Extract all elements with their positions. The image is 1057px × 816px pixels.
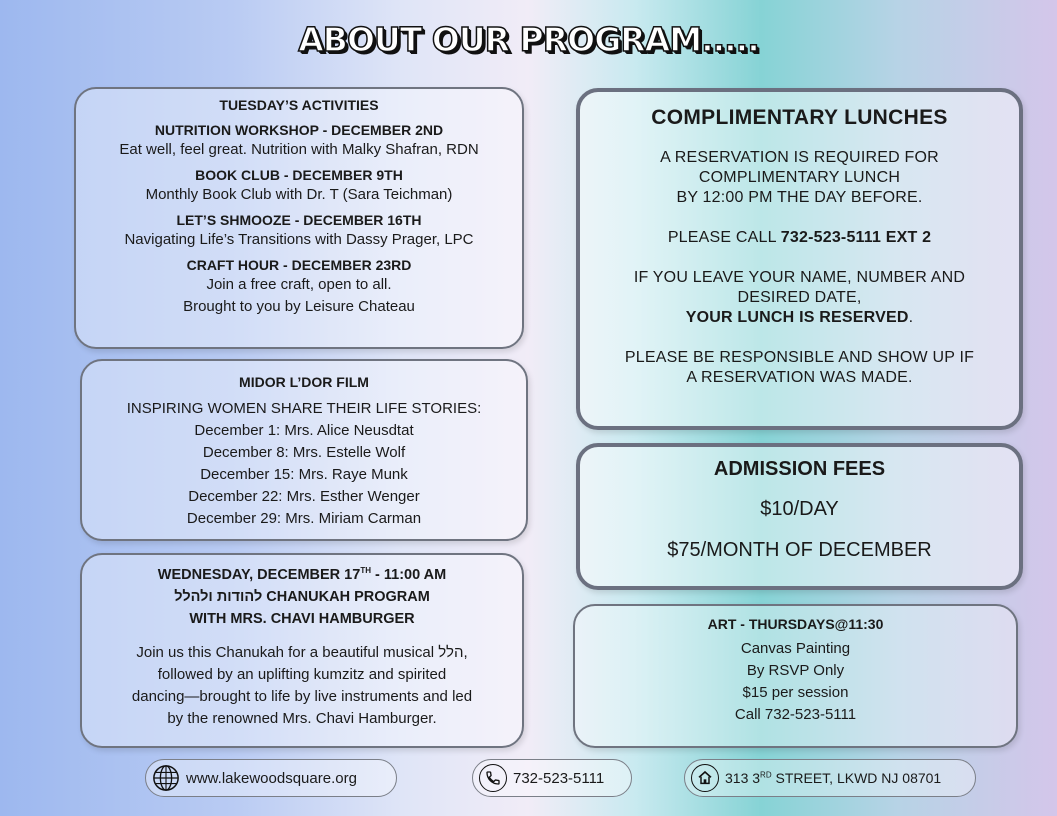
chanukah-with: WITH MRS. CHAVI HAMBURGER: [189, 611, 415, 627]
lunch-text: PLEASE BE RESPONSIBLE AND SHOW UP IF: [624, 349, 975, 366]
activity-title: LET’S SHMOOZE - DECEMBER 16TH: [176, 212, 422, 228]
activity-item: [76, 211, 522, 251]
film-card: [80, 359, 528, 541]
address-text: 313 3RD STREET, LKWD NJ 08701: [725, 770, 942, 786]
admission-card: [576, 443, 1023, 590]
activity-desc: Join a free craft, open to all.: [206, 276, 392, 293]
phone-icon: [479, 764, 507, 792]
admission-heading: ADMISSION FEES: [713, 458, 886, 480]
film-intro: INSPIRING WOMEN SHARE THEIR LIFE STORIES:: [126, 400, 482, 417]
lunch-card: [576, 88, 1023, 430]
lunch-text: IF YOU LEAVE YOUR NAME, NUMBER AND: [633, 269, 966, 286]
art-heading: ART - THURSDAYS@11:30: [707, 616, 884, 632]
lunch-call: PLEASE CALL 732-523-5111 EXT 2: [667, 229, 932, 246]
film-date: December 22: Mrs. Esther Wenger: [188, 488, 420, 505]
lunch-text: DESIRED DATE,: [737, 289, 862, 306]
activity-item: [76, 166, 522, 206]
tuesday-heading: TUESDAY’S ACTIVITIES: [219, 97, 379, 113]
art-line: $15 per session: [742, 684, 849, 701]
website-text: www.lakewoodsquare.org: [186, 769, 357, 787]
home-icon: [691, 764, 719, 792]
activity-desc: Navigating Life’s Transitions with Dassy Prager, LPC: [124, 231, 474, 248]
lunch-text: BY 12:00 PM THE DAY BEFORE.: [676, 189, 923, 206]
activity-desc: Brought to you by Leisure Chateau: [183, 298, 415, 315]
lunch-heading: COMPLIMENTARY LUNCHES: [651, 106, 948, 129]
activity-desc: Eat well, feel great. Nutrition with Malky Shafran, RDN: [119, 141, 479, 158]
chanukah-body: Join us this Chanukah for a beautiful musical הלל, followed by an uplifting kumzitz and spirited dancing—brought to life by live instruments and led by the renowned Mrs. Chavi Hamburger.: [131, 644, 473, 727]
fee-daily: $10/DAY: [760, 498, 839, 520]
film-date: December 8: Mrs. Estelle Wolf: [202, 444, 406, 461]
chanukah-card: [80, 553, 524, 748]
phone-text: 732-523-5111: [513, 769, 605, 787]
website-link[interactable]: [145, 759, 397, 797]
chanukah-title: להודות ולהלל CHANUKAH PROGRAM: [174, 589, 430, 605]
lunch-text: COMPLIMENTARY LUNCH: [698, 169, 901, 186]
film-heading: MIDOR L’DOR FILM: [239, 374, 369, 390]
activity-desc: Monthly Book Club with Dr. T (Sara Teichman): [145, 186, 453, 203]
art-line: By RSVP Only: [746, 662, 845, 679]
lunch-text: A RESERVATION IS REQUIRED FOR: [660, 149, 939, 166]
tuesday-activities-card: [74, 87, 524, 349]
art-line: Canvas Painting: [740, 640, 851, 657]
art-line: Call 732-523-5111: [734, 706, 857, 723]
page-title: ABOUT OUR PROGRAM.....: [298, 20, 759, 59]
activity-title: CRAFT HOUR - DECEMBER 23RD: [186, 257, 412, 273]
film-date: December 1: Mrs. Alice Neusdtat: [194, 422, 414, 439]
activity-title: NUTRITION WORKSHOP - DECEMBER 2ND: [154, 122, 444, 138]
activity-item: [76, 256, 522, 318]
lunch-reserved: YOUR LUNCH IS RESERVED.: [685, 309, 914, 326]
lunch-phone[interactable]: 732-523-5111 EXT 2: [780, 229, 932, 246]
phone-link[interactable]: [472, 759, 632, 797]
art-card: [573, 604, 1018, 748]
activity-title: BOOK CLUB - DECEMBER 9TH: [195, 167, 403, 183]
lunch-text: A RESERVATION WAS MADE.: [686, 369, 913, 386]
activity-item: [76, 121, 522, 161]
address-link[interactable]: [684, 759, 976, 797]
film-date: December 15: Mrs. Raye Munk: [200, 466, 408, 483]
film-date: December 29: Mrs. Miriam Carman: [186, 510, 422, 527]
chanukah-date: WEDNESDAY, DECEMBER 17TH - 11:00 AM: [157, 566, 447, 583]
globe-icon: [152, 764, 180, 792]
fee-monthly: $75/MONTH OF DECEMBER: [667, 539, 932, 561]
